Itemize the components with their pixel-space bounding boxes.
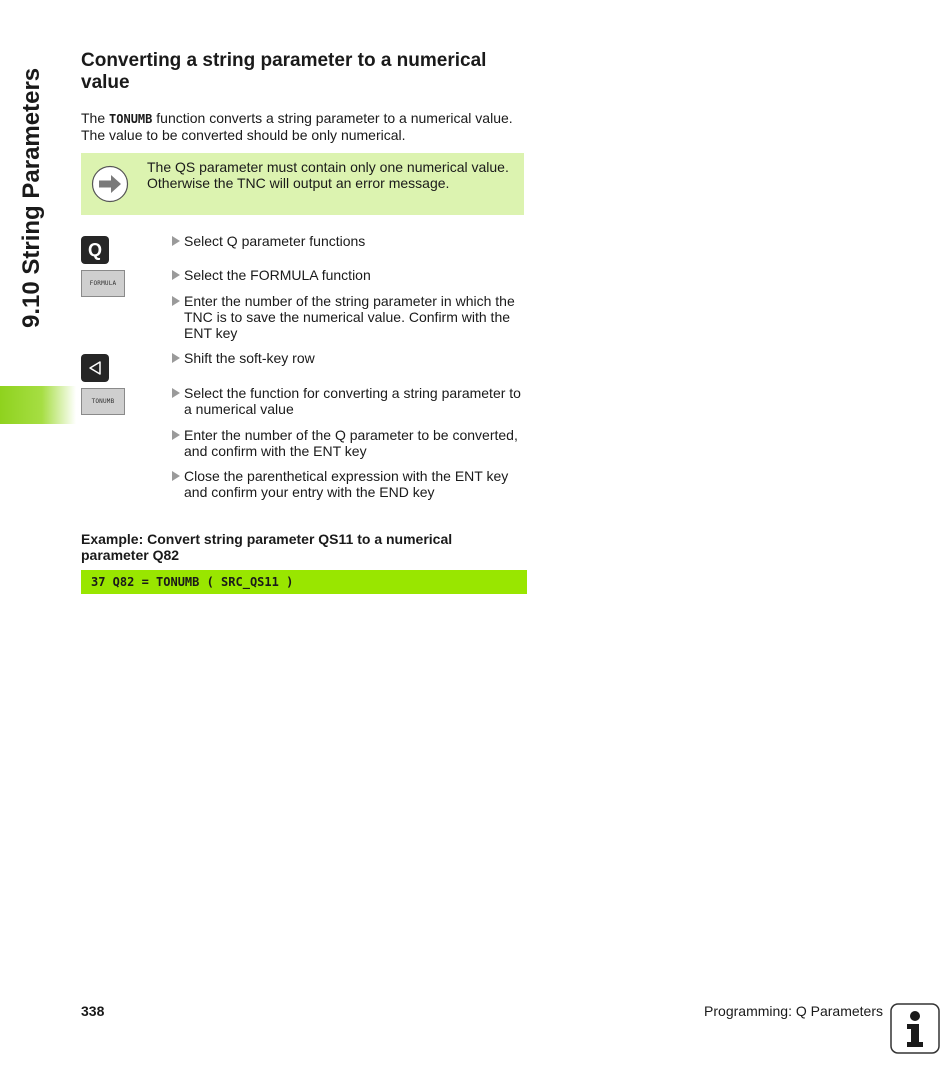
step-arrow-icon bbox=[172, 296, 180, 306]
shift-softkey-row-key[interactable] bbox=[81, 354, 109, 382]
note-box bbox=[81, 153, 524, 215]
q-key[interactable]: Q bbox=[81, 236, 109, 264]
step-item bbox=[172, 293, 524, 341]
step-text: Enter the number of the Q parameter to be converted, and confirm with the ENT key bbox=[184, 427, 518, 459]
info-icon bbox=[890, 1003, 940, 1054]
step-text: Select the FORMULA function bbox=[184, 267, 371, 283]
chapter-section-title: 9.10 String Parameters bbox=[18, 67, 45, 328]
step-arrow-icon bbox=[172, 430, 180, 440]
step-text: Shift the soft-key row bbox=[184, 350, 315, 366]
footer-chapter-title: Programming: Q Parameters bbox=[704, 1003, 883, 1019]
step-text: Select the function for converting a string parameter to a numerical value bbox=[184, 385, 521, 417]
step-item bbox=[172, 468, 524, 500]
formula-softkey[interactable]: FORMULA bbox=[81, 270, 125, 297]
step-item bbox=[172, 385, 524, 417]
step-arrow-icon bbox=[172, 270, 180, 280]
example-code: 37 Q82 = TONUMB ( SRC_QS11 ) bbox=[81, 570, 527, 594]
note-text: The QS parameter must contain only one numerical value. Otherwise the TNC will output an error message. bbox=[147, 159, 509, 191]
function-name: TONUMB bbox=[109, 112, 153, 126]
step-item bbox=[172, 233, 524, 249]
intro-paragraph bbox=[81, 110, 531, 143]
example-title: Example: Convert string parameter QS11 to a numerical parameter Q82 bbox=[81, 531, 453, 563]
step-arrow-icon bbox=[172, 236, 180, 246]
step-item bbox=[172, 267, 524, 283]
step-text: Close the parenthetical expression with the ENT key and confirm your entry with the END key bbox=[184, 468, 509, 500]
step-item bbox=[172, 427, 524, 459]
step-text: Enter the number of the string parameter in which the TNC is to save the numerical value. Confirm with the ENT key bbox=[184, 293, 515, 341]
step-arrow-icon bbox=[172, 353, 180, 363]
intro-text-end: function converts a string parameter to a numerical value. The value to be converted should be only numerical. bbox=[81, 110, 513, 143]
step-text: Select Q parameter functions bbox=[184, 233, 366, 249]
intro-text-start: The bbox=[81, 110, 110, 126]
step-arrow-icon bbox=[172, 471, 180, 481]
section-heading: Converting a string parameter to a numerical value bbox=[81, 50, 487, 93]
step-arrow-icon bbox=[172, 388, 180, 398]
chapter-tab-marker bbox=[0, 386, 76, 424]
arrow-right-icon bbox=[91, 165, 129, 203]
tonumb-softkey[interactable]: TONUMB bbox=[81, 388, 125, 415]
page-number: 338 bbox=[81, 1003, 105, 1019]
step-item bbox=[172, 350, 524, 366]
triangle-left-icon bbox=[87, 360, 103, 376]
